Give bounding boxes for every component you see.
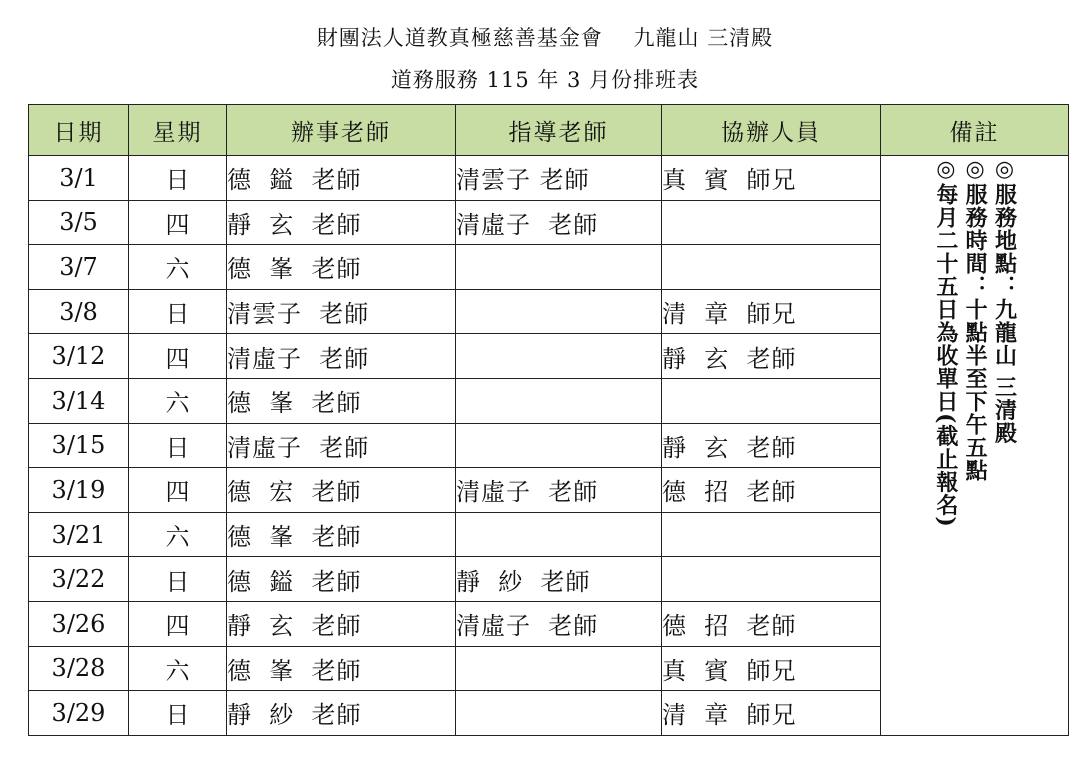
date-cell: 3/5 bbox=[29, 200, 129, 245]
notes-column bbox=[881, 156, 1068, 528]
assistant-cell: 真 賓 師兄 bbox=[662, 646, 881, 691]
weekday-cell: 六 bbox=[129, 512, 227, 557]
column-header-notes: 備註 bbox=[881, 105, 1069, 156]
guide-teacher-cell bbox=[456, 245, 662, 290]
date-cell: 3/8 bbox=[29, 289, 129, 334]
column-header-weekday: 星期 bbox=[129, 105, 227, 156]
weekday-cell: 四 bbox=[129, 468, 227, 513]
assistant-cell bbox=[662, 378, 881, 423]
date-cell: 3/7 bbox=[29, 245, 129, 290]
notes-cell bbox=[881, 156, 1069, 736]
date-cell: 3/19 bbox=[29, 468, 129, 513]
column-header-host-teacher: 辦事老師 bbox=[227, 105, 456, 156]
weekday-cell: 日 bbox=[129, 557, 227, 602]
date-cell: 3/26 bbox=[29, 601, 129, 646]
page-title: 財團法人道教真極慈善基金會 九龍山 三清殿 bbox=[316, 26, 774, 50]
guide-teacher-cell: 清虛子 老師 bbox=[456, 601, 662, 646]
assistant-cell bbox=[662, 557, 881, 602]
weekday-cell: 四 bbox=[129, 200, 227, 245]
assistant-cell: 清 章 師兄 bbox=[662, 289, 881, 334]
date-cell: 3/14 bbox=[29, 378, 129, 423]
date-cell: 3/12 bbox=[29, 334, 129, 379]
host-teacher-cell: 清虛子 老師 bbox=[227, 334, 456, 379]
note-line: ◎每月二十五日為收單日(截止報名) bbox=[932, 156, 959, 528]
schedule-table bbox=[28, 104, 1069, 736]
guide-teacher-cell bbox=[456, 512, 662, 557]
guide-teacher-cell bbox=[456, 691, 662, 736]
assistant-cell bbox=[662, 200, 881, 245]
date-cell: 3/28 bbox=[29, 646, 129, 691]
assistant-cell: 清 章 師兄 bbox=[662, 691, 881, 736]
host-teacher-cell: 靜 玄 老師 bbox=[227, 200, 456, 245]
guide-teacher-cell bbox=[456, 646, 662, 691]
weekday-cell: 四 bbox=[129, 601, 227, 646]
assistant-cell: 德 招 老師 bbox=[662, 601, 881, 646]
host-teacher-cell: 德 宏 老師 bbox=[227, 468, 456, 513]
host-teacher-cell: 靜 玄 老師 bbox=[227, 601, 456, 646]
page-subtitle: 道務服務 115 年 3 月份排班表 bbox=[390, 68, 700, 92]
host-teacher-cell: 德 峯 老師 bbox=[227, 378, 456, 423]
guide-teacher-cell bbox=[456, 289, 662, 334]
host-teacher-cell: 德 峯 老師 bbox=[227, 245, 456, 290]
guide-teacher-cell bbox=[456, 378, 662, 423]
note-line: ◎服務時間：十點半至下午五點 bbox=[962, 156, 989, 482]
guide-teacher-cell: 清虛子 老師 bbox=[456, 468, 662, 513]
date-cell: 3/29 bbox=[29, 691, 129, 736]
column-header-assistant: 協辦人員 bbox=[662, 105, 881, 156]
assistant-cell bbox=[662, 512, 881, 557]
column-header-date: 日期 bbox=[29, 105, 129, 156]
date-cell: 3/15 bbox=[29, 423, 129, 468]
weekday-cell: 日 bbox=[129, 156, 227, 201]
guide-teacher-cell bbox=[456, 334, 662, 379]
guide-teacher-cell bbox=[456, 423, 662, 468]
date-cell: 3/22 bbox=[29, 557, 129, 602]
weekday-cell: 日 bbox=[129, 289, 227, 334]
weekday-cell: 六 bbox=[129, 245, 227, 290]
assistant-cell bbox=[662, 245, 881, 290]
weekday-cell: 六 bbox=[129, 378, 227, 423]
weekday-cell: 日 bbox=[129, 423, 227, 468]
guide-teacher-cell: 靜 紗 老師 bbox=[456, 557, 662, 602]
assistant-cell: 真 賓 師兄 bbox=[662, 156, 881, 201]
date-cell: 3/21 bbox=[29, 512, 129, 557]
weekday-cell: 六 bbox=[129, 646, 227, 691]
weekday-cell: 四 bbox=[129, 334, 227, 379]
assistant-cell: 德 招 老師 bbox=[662, 468, 881, 513]
column-header-guide-teacher: 指導老師 bbox=[456, 105, 662, 156]
table-row bbox=[29, 156, 1069, 201]
date-cell: 3/1 bbox=[29, 156, 129, 201]
table-header-row bbox=[29, 105, 1069, 156]
host-teacher-cell: 靜 紗 老師 bbox=[227, 691, 456, 736]
guide-teacher-cell: 清雲子 老師 bbox=[456, 156, 662, 201]
host-teacher-cell: 德 峯 老師 bbox=[227, 646, 456, 691]
host-teacher-cell: 清雲子 老師 bbox=[227, 289, 456, 334]
host-teacher-cell: 德 鎰 老師 bbox=[227, 156, 456, 201]
assistant-cell: 靜 玄 老師 bbox=[662, 423, 881, 468]
weekday-cell: 日 bbox=[129, 691, 227, 736]
host-teacher-cell: 德 峯 老師 bbox=[227, 512, 456, 557]
host-teacher-cell: 德 鎰 老師 bbox=[227, 557, 456, 602]
note-line: ◎服務地點：九龍山 三清殿 bbox=[991, 156, 1018, 445]
host-teacher-cell: 清虛子 老師 bbox=[227, 423, 456, 468]
assistant-cell: 靜 玄 老師 bbox=[662, 334, 881, 379]
guide-teacher-cell: 清虛子 老師 bbox=[456, 200, 662, 245]
